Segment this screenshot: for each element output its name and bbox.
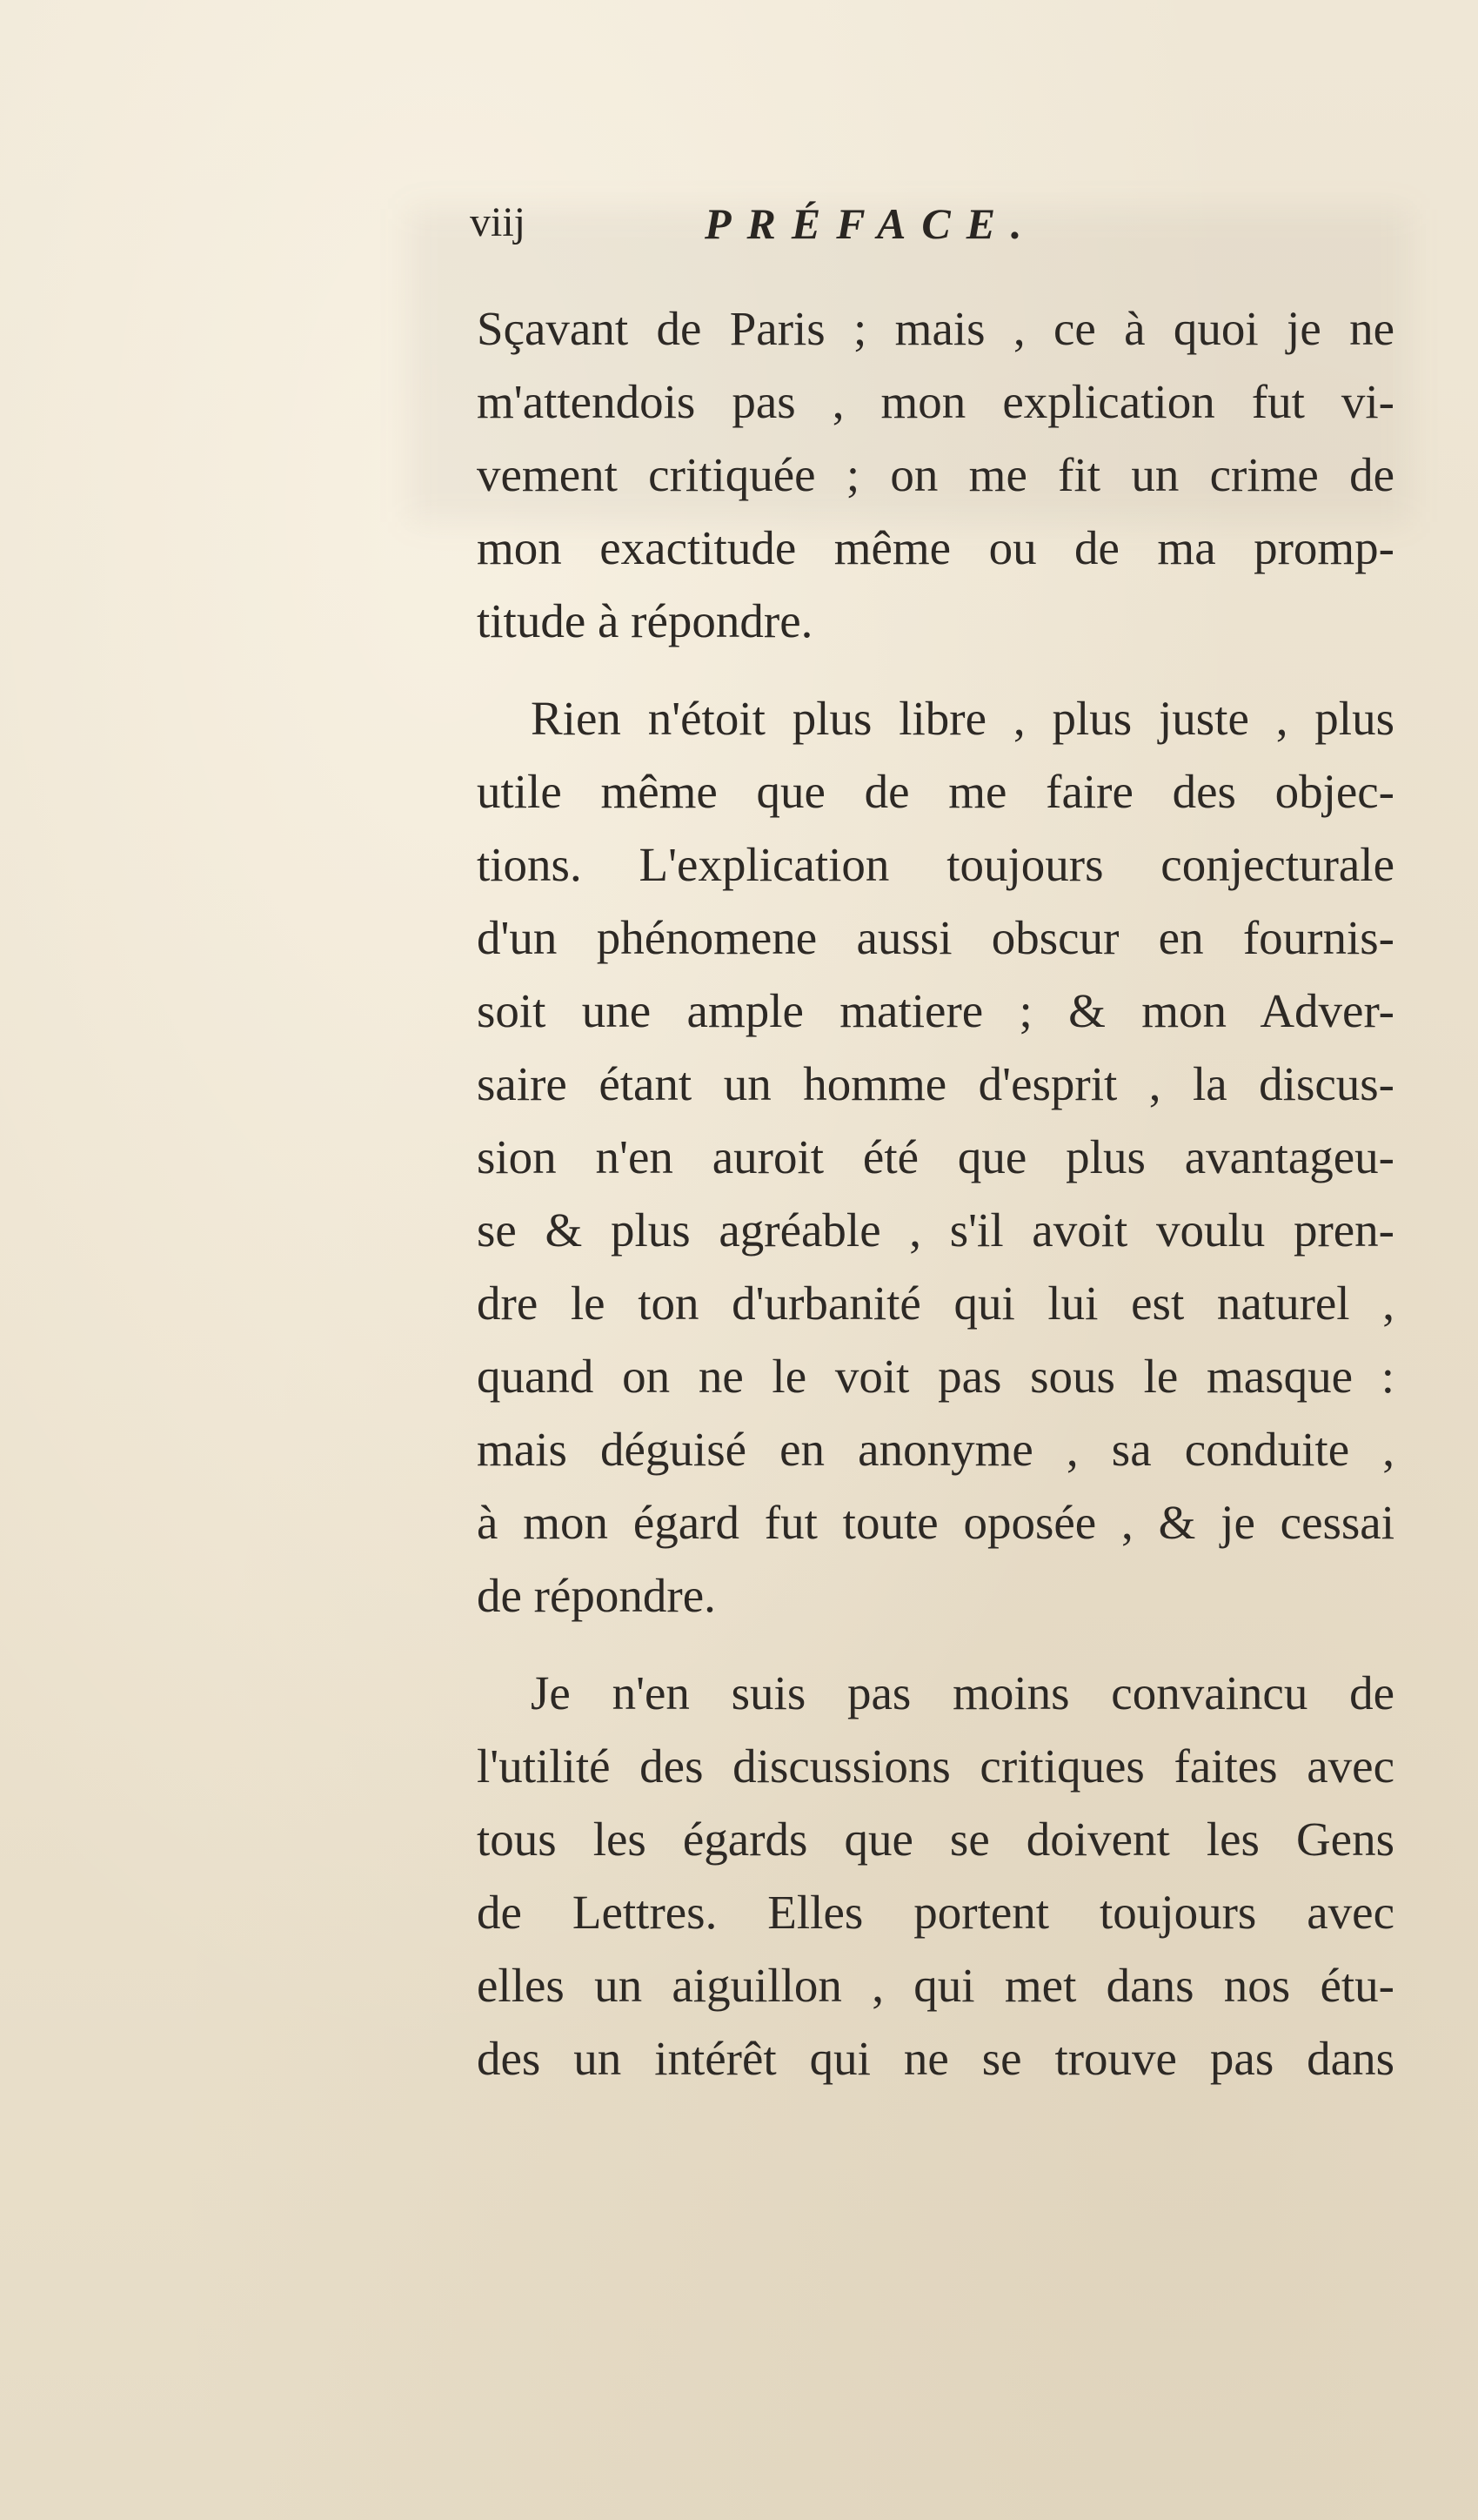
paragraph-3 xyxy=(477,1657,1394,2095)
text-line: Rien n'étoit plus libre , plus juste , plus xyxy=(531,692,1394,745)
paragraph-2 xyxy=(477,682,1394,1632)
text-line: Sçavant de Paris ; mais , ce à quoi je ne xyxy=(477,302,1394,355)
text-line: mais déguisé en anonyme , sa conduite , xyxy=(477,1423,1394,1476)
text-line: quand on ne le voit pas sous le masque : xyxy=(477,1350,1394,1403)
page-header xyxy=(470,198,1401,268)
text-line: tous les égards que se doivent les Gens xyxy=(477,1813,1394,1866)
text-line: à mon égard fut toute oposée , & je cessai xyxy=(477,1496,1394,1549)
text-line: titude à répondre. xyxy=(477,594,813,647)
text-line: elles un aiguillon , qui met dans nos étu- xyxy=(477,1959,1394,2012)
text-line: dre le ton d'urbanité qui lui est naturel , xyxy=(477,1277,1394,1330)
paragraph-1 xyxy=(477,292,1394,658)
text-line: vement critiquée ; on me fit un crime de xyxy=(477,448,1394,501)
text-line: saire étant un homme d'esprit , la discus- xyxy=(477,1057,1394,1110)
text-line: soit une ample matiere ; & mon Adver- xyxy=(477,984,1394,1037)
text-line: sion n'en auroit été que plus avantageu- xyxy=(477,1130,1394,1183)
text-line: m'attendois pas , mon explication fut vi- xyxy=(477,375,1394,428)
text-line: de répondre. xyxy=(477,1569,716,1622)
text-line: d'un phénomene aussi obscur en fournis- xyxy=(477,911,1394,964)
text-line: se & plus agréable , s'il avoit voulu pren- xyxy=(477,1203,1394,1257)
text-line: Je n'en suis pas moins convaincu de xyxy=(531,1666,1394,1719)
text-line: utile même que de me faire des objec- xyxy=(477,765,1394,818)
page-number: viij xyxy=(470,199,526,245)
running-title: PRÉFACE. xyxy=(705,199,1038,248)
text-line: mon exactitude même ou de ma promp- xyxy=(477,521,1394,574)
body-text xyxy=(477,292,1394,2095)
text-line: tions. L'explication toujours conjecturale xyxy=(477,838,1394,891)
text-line: de Lettres. Elles portent toujours avec xyxy=(477,1886,1394,1939)
text-line: des un intérêt qui ne se trouve pas dans xyxy=(477,2032,1394,2085)
text-line: l'utilité des discussions critiques faites avec xyxy=(477,1739,1394,1793)
